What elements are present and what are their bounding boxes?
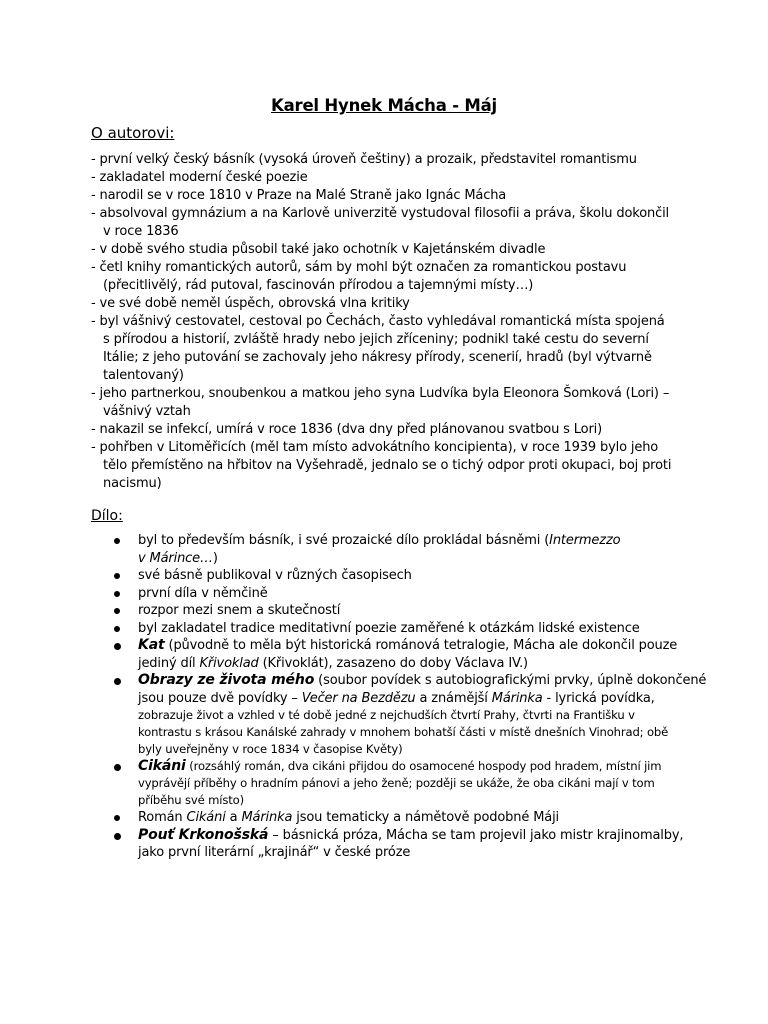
about-list	[91, 151, 691, 493]
bullet-icon	[114, 678, 121, 685]
list-item: - pohřben v Litoměřicích (měl tam místo advokátního koncipienta), v roce 1939 bylo jeho tělo přemístěno na hřbitov na Vyšehradě, jednalo se o tichý odpor proti okupaci, boj proti nacismu)	[91, 440, 672, 491]
list-item: rozpor mezi snem a skutečností	[114, 602, 704, 620]
list-item: - byl vášnivý cestovatel, cestoval po Čechách, často vyhledával romantická místa spojená s přírodou a historií, zvláště hrady nebo jejich zříceniny; podnikl také cestu do severní Itálie; z jeho putování se zachovaly jeho nákresy přírody, scenerií, hradů (byl výtvarně talentovaný)	[91, 314, 665, 383]
list-item: Obrazy ze života mého (soubor povídek s autobiografickými prvky, úplně dokončené jsou pouze dvě povídky – Večer na Bezdězu a známější Márinka - lyrická povídka, zobrazuje život a vzhled v té době jedné z nejchudších čtvrtí Prahy, čtvrti na Františku v kontrastu s krásou Kanálské zahrady v mnohem bohatší části v místě dnešních Vinohrad; obě byly uveřejněny v roce 1834 v časopise Květy)	[114, 672, 704, 758]
list-item: - nakazil se infekcí, umírá v roce 1836 (dva dny před plánovanou svatbou s Lori)	[91, 422, 603, 437]
bullet-icon	[114, 833, 121, 840]
bullet-icon	[114, 815, 120, 821]
list-item: - jeho partnerkou, snoubenkou a matkou jeho syna Ludvíka byla Eleonora Šomková (Lori) – vášnivý vztah	[91, 386, 670, 419]
bullet-icon	[114, 764, 121, 771]
list-item: první díla v němčině	[114, 585, 704, 603]
list-item: - zakladatel moderní české poezie	[91, 170, 308, 185]
bullet-icon	[114, 573, 120, 579]
list-item: - první velký český básník (vysoká úroveň češtiny) a prozaik, představitel romantismu	[91, 152, 637, 167]
list-item: - narodil se v roce 1810 v Praze na Malé Straně jako Ignác Mácha	[91, 188, 507, 203]
list-item: Kat (původně to měla být historická románová tetralogie, Mácha ale dokončil pouze jediný díl Křivoklad (Křivoklát), zasazeno do doby Václava IV.)	[114, 637, 704, 672]
section-heading-works: Dílo:	[91, 508, 123, 524]
list-item: - četl knihy romantických autorů, sám by mohl být označen za romantickou postavu (přecitlivělý, rád putoval, fascinován přírodou a tajemnými místy…)	[91, 260, 627, 293]
bullet-icon	[114, 538, 120, 544]
list-item: své básně publikoval v různých časopisech	[114, 567, 704, 585]
bullet-icon	[114, 608, 120, 614]
bullet-icon	[114, 626, 120, 632]
bullet-icon	[114, 591, 120, 597]
list-item: byl zakladatel tradice meditativní poezie zaměřené k otázkám lidské existence	[114, 620, 704, 638]
works-list	[114, 532, 707, 862]
bullet-icon	[114, 643, 121, 650]
list-item: - ve své době neměl úspěch, obrovská vlna kritiky	[91, 296, 410, 311]
list-item: - v době svého studia působil také jako ochotník v Kajetánském divadle	[91, 242, 546, 257]
list-item: Pouť Krkonošská – básnická próza, Mácha se tam projevil jako mistr krajinomalby, jako první literární „krajinář“ v české próze	[114, 827, 704, 862]
list-item: Román Cikáni a Márinka jsou tematicky a námětově podobné Máji	[114, 809, 704, 827]
list-item: - absolvoval gymnázium a na Karlově univerzitě vystudoval filosofii a práva, školu dokončil v roce 1836	[91, 206, 670, 239]
section-heading-about: O autorovi:	[91, 124, 175, 142]
list-item: byl to především básník, i své prozaické dílo prokládal básněmi (Intermezzo v Márince…)	[114, 532, 704, 567]
list-item: Cikáni (rozsáhlý román, dva cikáni přijdou do osamocené hospody pod hradem, místní jim vyprávějí příběhy o hradním pánovi a jeho ženě; později se ukáže, že oba cikáni mají v tom příběhu své místo)	[114, 758, 704, 809]
document-title: Karel Hynek Mácha - Máj	[270, 96, 498, 115]
